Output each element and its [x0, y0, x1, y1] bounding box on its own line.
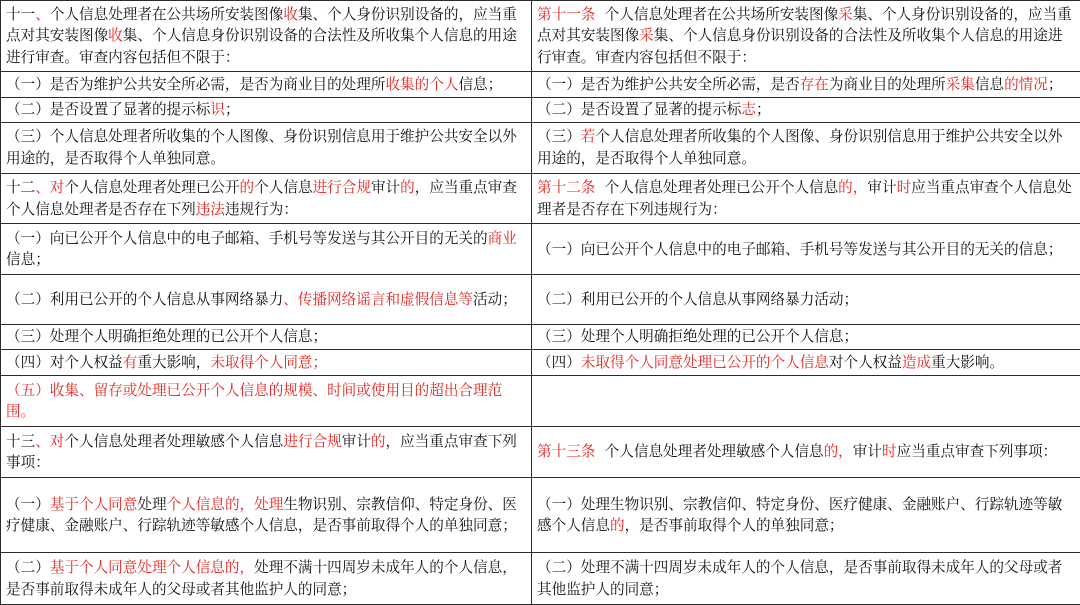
text-segment: （三）处理个人明确拒绝处理的已公开个人信息；: [537, 328, 859, 346]
text-segment: 集、个人信息身份识别设备的合法性及所收集个人信息的用途进行审查。审查内容包括但不限于：: [6, 27, 517, 66]
highlighted-text: 、传播网络谣言和虚假信息等: [283, 290, 474, 308]
right-cell: [532, 72, 1080, 97]
text-segment: （一）向已公开个人信息中的电子邮箱、手机号等发送与其公开目的无关的信息；: [537, 240, 1063, 258]
left-cell: [1, 349, 532, 375]
text-segment: 审计: [370, 179, 401, 197]
text-segment: 应当重点审查下列事项：: [896, 443, 1058, 461]
highlighted-text: 、对: [35, 179, 65, 197]
text-segment: （二）利用已公开的个人信息从事网络暴力: [6, 290, 284, 308]
text-segment: （二）利用已公开的个人信息从事网络暴力活动；: [537, 290, 859, 308]
text-segment: （一）是否为维护公共安全所必需，是否: [537, 75, 800, 93]
text-segment: 集、个人身份识别设备的，应当重点对其安装图像: [6, 5, 517, 45]
text-segment: 集、个人信息身份识别设备的合法性及所收集个人信息的用途进行审查。审查内容包括但不限于：: [537, 27, 1063, 66]
highlighted-text: 的: [370, 432, 386, 450]
highlighted-text: 采: [639, 27, 654, 45]
text-segment: 个人信息处理者处理已公开: [64, 179, 240, 197]
highlighted-text: 的情况: [1004, 75, 1048, 93]
right-cell: [532, 349, 1080, 375]
right-cell: [532, 1, 1080, 72]
left-cell: [1, 376, 532, 427]
text-segment: 审计: [852, 443, 882, 461]
table-row: [1, 72, 1080, 97]
text-segment: 审计: [867, 179, 897, 197]
text-segment: 个人信息处理者处理敏感个人信息: [595, 443, 824, 461]
highlighted-text: 的，: [823, 443, 853, 461]
text-segment: 违规行为：: [224, 200, 298, 218]
left-cell: [1, 173, 532, 224]
text-segment: 为商业目的处理所: [828, 75, 946, 93]
highlighted-text: 志: [741, 100, 756, 118]
highlighted-text: 采: [838, 5, 853, 23]
table-row: [1, 122, 1080, 173]
highlighted-text: 基于个人同意处理个人信息的，: [49, 559, 255, 577]
highlighted-text: 存在: [799, 75, 829, 93]
highlighted-text: 的: [400, 179, 415, 197]
highlighted-text: 未取得个人同意；: [210, 353, 328, 371]
left-cell: [1, 1, 532, 72]
table-row: [1, 224, 1080, 275]
text-segment: 十二: [6, 179, 36, 197]
left-cell: [1, 224, 532, 275]
text-segment: 个人信息处理者处理已公开个人信息: [595, 179, 839, 197]
left-cell: [1, 275, 532, 325]
text-segment: 对个人权益: [828, 353, 902, 371]
text-segment: （一）向已公开个人信息中的电子邮箱、手机号等发送与其公开目的无关的: [6, 229, 488, 247]
highlighted-text: 收: [283, 5, 298, 23]
text-segment: ；: [224, 100, 240, 118]
text-segment: 信息；: [6, 251, 50, 269]
text-segment: （三）个人信息处理者所收集的个人图像、身份识别信息用于维护公共安全以外用途的，是否取得个人单独同意。: [6, 128, 517, 167]
highlighted-text: 、对: [35, 432, 65, 450]
text-segment: 生物识别、宗教信仰、特定身份、医疗健康、金融账户、行踪轨迹等敏感个人信息，是否事前取得个人的单独同意；: [6, 495, 517, 535]
table-row: [1, 349, 1080, 375]
table-row: [1, 477, 1080, 552]
left-cell: [1, 72, 532, 97]
highlighted-text: 违法: [195, 200, 225, 218]
text-segment: （四）: [537, 353, 581, 371]
text-segment: ；: [755, 100, 771, 118]
text-segment: ，应当重点审查个人信息处理者是否存在下列: [6, 179, 517, 218]
highlighted-text: 进行合规: [312, 179, 371, 197]
highlighted-text: 收: [108, 27, 123, 45]
text-segment: （一）处理生物识别、宗教信仰、特定身份、医疗健康、金融账户、行踪轨迹等敏感个人信息: [537, 495, 1063, 535]
highlighted-text: 的: [609, 517, 625, 535]
right-cell: [532, 376, 1080, 427]
text-segment: 个人信息处理者在公共场所安装图像: [595, 5, 839, 23]
text-segment: 个人信息处理者所收集的个人图像、身份识别信息用于维护公共安全以外用途的，是否取得个人单独同意。: [537, 128, 1063, 167]
text-segment: 活动；: [473, 290, 517, 308]
left-cell: [1, 97, 532, 122]
text-segment: （四）对个人权益: [6, 353, 123, 371]
right-cell: [532, 553, 1080, 605]
right-cell: [532, 122, 1080, 173]
highlighted-text: 有: [122, 353, 138, 371]
highlighted-text: 基于个人同意: [49, 495, 138, 513]
table-row: [1, 553, 1080, 605]
text-segment: 处理不满十四周岁未成年人的个人信息，是否事前取得未成年人的父母或者其他监护人的同意；: [6, 559, 517, 598]
table-row: [1, 275, 1080, 325]
text-segment: （一）: [6, 495, 50, 513]
highlighted-text: （五）收集、留存或处理已公开个人信息的规模、时间或使用目的超出合理范围。: [6, 381, 503, 421]
text-segment: 十一: [6, 5, 36, 23]
text-segment: ；: [1047, 75, 1063, 93]
table-row: [1, 1, 1080, 72]
right-cell: [532, 477, 1080, 552]
text-segment: 个人信息处理者处理敏感个人信息: [64, 432, 284, 450]
text-segment: （二）是否设置了显著的提示标: [6, 100, 211, 118]
text-segment: 处理: [137, 495, 167, 513]
right-cell: [532, 173, 1080, 224]
right-cell: [532, 325, 1080, 350]
text-segment: 个人信息处理者在公共场所安装图像: [49, 5, 284, 23]
highlighted-text: 商业: [487, 229, 517, 247]
left-cell: [1, 325, 532, 350]
highlighted-text: 第十二条: [537, 179, 596, 197]
highlighted-text: 第十三条: [537, 443, 596, 461]
text-segment: 重大影响。: [931, 353, 1005, 371]
text-segment: 个人信息: [254, 179, 313, 197]
highlighted-text: 时: [881, 443, 897, 461]
text-segment: 应当重点审查个人信息处理者是否存在下列违规行为：: [537, 179, 1072, 218]
highlighted-text: 个人信息的，处理: [166, 495, 284, 513]
text-segment: 重大影响，: [137, 353, 211, 371]
text-segment: （二）处理不满十四周岁未成年人的个人信息，是否事前取得未成年人的父母或者其他监护人的同意；: [537, 559, 1063, 598]
right-cell: [532, 427, 1080, 478]
highlighted-text: 第十一条: [537, 5, 596, 23]
text-segment: （三）: [537, 128, 581, 146]
left-cell: [1, 477, 532, 552]
text-segment: 信息: [974, 75, 1005, 93]
highlighted-text: 的，: [838, 179, 868, 197]
text-segment: ，是否事前取得个人的单独同意；: [624, 517, 844, 535]
table-row: [1, 325, 1080, 350]
text-segment: 十三: [6, 432, 36, 450]
right-cell: [532, 97, 1080, 122]
left-cell: [1, 427, 532, 478]
highlighted-text: 未取得个人同意处理已公开的个人信息: [580, 353, 829, 371]
highlighted-text: 采集: [945, 75, 975, 93]
highlighted-text: 若: [580, 128, 596, 146]
text-segment: ，应当重点审查下列事项：: [6, 432, 517, 472]
text-segment: 信息；: [458, 75, 503, 93]
highlighted-text: 识: [210, 100, 225, 118]
highlighted-text: 时: [896, 179, 912, 197]
table-row: [1, 97, 1080, 122]
table-row: [1, 427, 1080, 478]
right-cell: [532, 275, 1080, 325]
text-segment: （一）是否为维护公共安全所必需，是否为商业目的处理所: [6, 75, 386, 93]
text-segment: （二）是否设置了显著的提示标: [537, 100, 742, 118]
highlighted-text: 进行合规: [283, 432, 342, 450]
highlighted-text: 造成: [901, 353, 932, 371]
left-cell: [1, 553, 532, 605]
highlighted-text: 收集的个人: [385, 75, 459, 93]
text-segment: 审计: [341, 432, 371, 450]
text-segment: 集、个人身份识别设备的，应当重点对其安装图像: [537, 5, 1072, 45]
highlighted-text: 、: [35, 5, 50, 23]
text-segment: （二）: [6, 559, 50, 577]
left-cell: [1, 122, 532, 173]
right-cell: [532, 224, 1080, 275]
table-row: [1, 173, 1080, 224]
text-segment: （三）处理个人明确拒绝处理的已公开个人信息；: [6, 328, 328, 346]
table-row: [1, 376, 1080, 427]
highlighted-text: 的: [239, 179, 255, 197]
